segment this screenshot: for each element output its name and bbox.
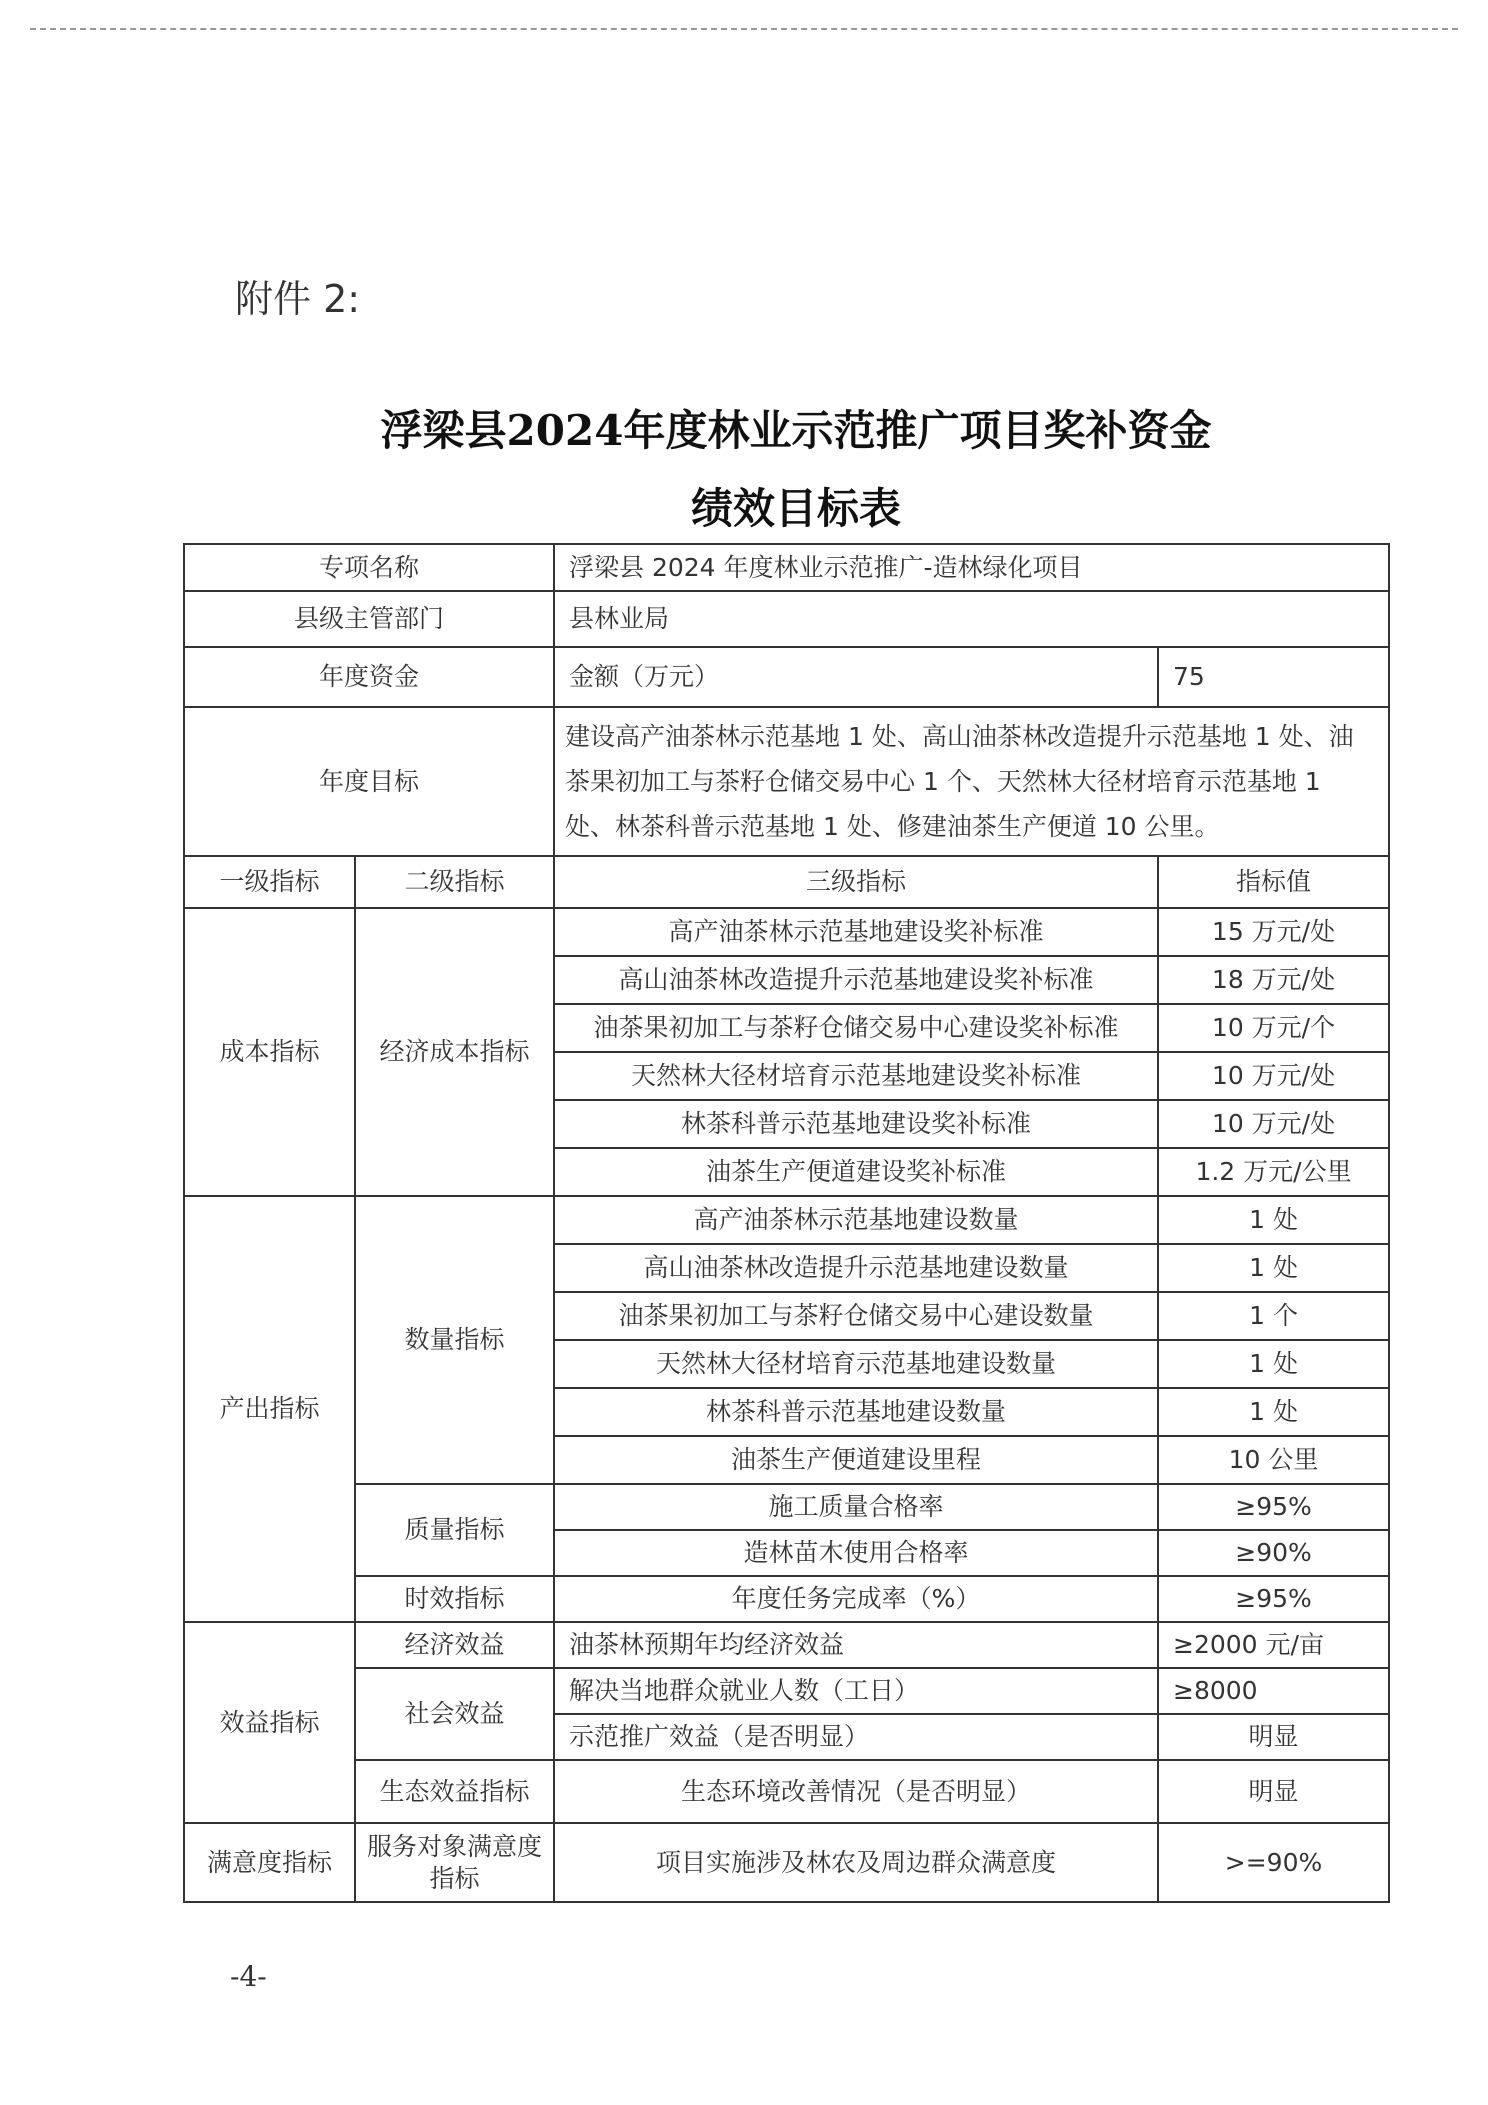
- indicator: 林茶科普示范基地建设数量: [554, 1388, 1158, 1436]
- indicator: 油茶果初加工与茶籽仓储交易中心建设奖补标准: [554, 1004, 1158, 1052]
- indicator-value: ≥95%: [1158, 1484, 1389, 1530]
- table-row: [184, 1484, 1389, 1530]
- indicator: 高山油茶林改造提升示范基地建设奖补标准: [554, 956, 1158, 1004]
- page-number: -4-: [230, 1960, 267, 1993]
- benefit-level1: 效益指标: [184, 1622, 355, 1823]
- output-level1: 产出指标: [184, 1196, 355, 1622]
- performance-target-table: [183, 543, 1390, 1903]
- indicator: 天然林大径材培育示范基地建设奖补标准: [554, 1052, 1158, 1100]
- indicator-value: 10 万元/处: [1158, 1100, 1389, 1148]
- quantity-level2: 数量指标: [355, 1196, 554, 1484]
- document-title: 浮梁县2024年度林业示范推广项目奖补资金: [380, 406, 1212, 455]
- indicator: 生态环境改善情况（是否明显）: [554, 1760, 1158, 1823]
- scan-artifact-line: [30, 28, 1458, 30]
- document-subtitle: 绩效目标表: [690, 484, 901, 533]
- cost-level1: 成本指标: [184, 908, 355, 1196]
- indicator-value: 1 处: [1158, 1340, 1389, 1388]
- indicator-value: 15 万元/处: [1158, 908, 1389, 956]
- project-value: 浮梁县 2024 年度林业示范推广-造林绿化项目: [554, 544, 1389, 591]
- indicator-value: 明显: [1158, 1714, 1389, 1760]
- table-row: [184, 1576, 1389, 1622]
- indicator-value: ≥8000: [1158, 1668, 1389, 1714]
- dept-value: 县林业局: [554, 591, 1389, 647]
- indicator-value: 明显: [1158, 1760, 1389, 1823]
- indicator-value: 1 个: [1158, 1292, 1389, 1340]
- indicator: 示范推广效益（是否明显）: [554, 1714, 1158, 1760]
- indicator: 油茶生产便道建设奖补标准: [554, 1148, 1158, 1196]
- indicator: 项目实施涉及林农及周边群众满意度: [554, 1823, 1158, 1902]
- indicator: 油茶果初加工与茶籽仓储交易中心建设数量: [554, 1292, 1158, 1340]
- header-row: [184, 856, 1389, 908]
- indicator-value: ≥95%: [1158, 1576, 1389, 1622]
- indicator-value: ≥2000 元/亩: [1158, 1622, 1389, 1668]
- fund-unit: 金额（万元）: [554, 647, 1158, 707]
- cost-level2: 经济成本指标: [355, 908, 554, 1196]
- indicator: 高山油茶林改造提升示范基地建设数量: [554, 1244, 1158, 1292]
- dept-label: 县级主管部门: [184, 591, 554, 647]
- goal-value: 建设高产油茶林示范基地 1 处、高山油茶林改造提升示范基地 1 处、油茶果初加工与茶籽仓储交易中心 1 个、天然林大径材培育示范基地 1 处、林茶科普示范基地 1 处、修建油茶生产便道 10 公里。: [554, 707, 1389, 856]
- indicator-value: 1.2 万元/公里: [1158, 1148, 1389, 1196]
- fund-value: 75: [1158, 647, 1389, 707]
- indicator: 高产油茶林示范基地建设奖补标准: [554, 908, 1158, 956]
- indicator-value: >=90%: [1158, 1823, 1389, 1902]
- indicator-value: 10 公里: [1158, 1436, 1389, 1484]
- satisfaction-level1: 满意度指标: [184, 1823, 355, 1902]
- table-row: [184, 591, 1389, 647]
- indicator-value: 10 万元/个: [1158, 1004, 1389, 1052]
- table-row: [184, 1196, 1389, 1244]
- indicator-value: 1 处: [1158, 1244, 1389, 1292]
- indicator: 天然林大径材培育示范基地建设数量: [554, 1340, 1158, 1388]
- indicator-value: 1 处: [1158, 1196, 1389, 1244]
- table-row: [184, 908, 1389, 956]
- table-row: [184, 1760, 1389, 1823]
- table-row: [184, 1668, 1389, 1714]
- indicator: 林茶科普示范基地建设奖补标准: [554, 1100, 1158, 1148]
- eco-level2: 生态效益指标: [355, 1760, 554, 1823]
- indicator: 油茶林预期年均经济效益: [554, 1622, 1158, 1668]
- indicator-value: 10 万元/处: [1158, 1052, 1389, 1100]
- table-row: [184, 707, 1389, 856]
- header-level3: 三级指标: [554, 856, 1158, 908]
- indicator: 解决当地群众就业人数（工日）: [554, 1668, 1158, 1714]
- time-level2: 时效指标: [355, 1576, 554, 1622]
- indicator-value: 1 处: [1158, 1388, 1389, 1436]
- goal-label: 年度目标: [184, 707, 554, 856]
- table-row: [184, 647, 1389, 707]
- attachment-label: 附件 2:: [235, 277, 361, 321]
- social-level2: 社会效益: [355, 1668, 554, 1760]
- indicator: 高产油茶林示范基地建设数量: [554, 1196, 1158, 1244]
- indicator-value: ≥90%: [1158, 1530, 1389, 1576]
- indicator: 油茶生产便道建设里程: [554, 1436, 1158, 1484]
- indicator: 年度任务完成率（%）: [554, 1576, 1158, 1622]
- indicator: 造林苗木使用合格率: [554, 1530, 1158, 1576]
- satisfaction-level2: 服务对象满意度指标: [355, 1823, 554, 1902]
- quality-level2: 质量指标: [355, 1484, 554, 1576]
- project-label: 专项名称: [184, 544, 554, 591]
- indicator-value: 18 万元/处: [1158, 956, 1389, 1004]
- table-row: [184, 1622, 1389, 1668]
- table-row: [184, 1823, 1389, 1902]
- fund-label: 年度资金: [184, 647, 554, 707]
- indicator: 施工质量合格率: [554, 1484, 1158, 1530]
- header-value: 指标值: [1158, 856, 1389, 908]
- table-row: [184, 544, 1389, 591]
- header-level1: 一级指标: [184, 856, 355, 908]
- econ-level2: 经济效益: [355, 1622, 554, 1668]
- header-level2: 二级指标: [355, 856, 554, 908]
